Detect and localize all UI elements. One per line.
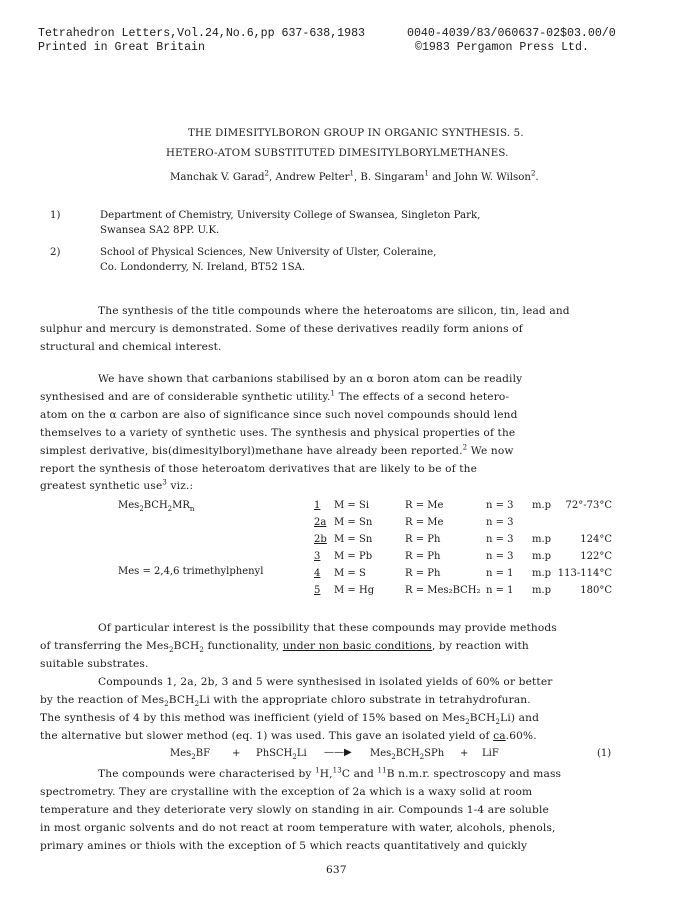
melting-point-cell: 124°C xyxy=(580,534,612,545)
reference-mark: 3 xyxy=(162,478,167,487)
compound-number: 3 xyxy=(314,551,321,562)
affiliation-1-line-2: Swansea SA2 8PP. U.K. xyxy=(100,225,220,236)
body-line: atom on the α carbon are also of significance since such novel compounds should lend xyxy=(40,409,518,421)
author-singaram: , B. Singaram xyxy=(353,172,425,183)
author-list: Manchak V. Garad$^2$, Andrew Pelter$^1$, B. Singaram$^1$ and John W. Wilson$^2$. xyxy=(170,169,539,183)
affiliation-2-line-2: Co. Londonderry, N. Ireland, BT52 1SA. xyxy=(100,262,306,273)
affil-mark: 1 xyxy=(424,169,429,178)
body-line: The compounds were characterised by $^1$H,$^{13}$C and $^{11}$B n.m.r. spectroscopy and mass xyxy=(98,766,562,780)
author-pelter: , Andrew Pelter xyxy=(269,172,350,183)
body-line: Compounds 1, 2a, 2b, 3 and 5 were synthesised in isolated yields of 60% or better xyxy=(98,676,553,688)
melting-point-cell: 113-114°C xyxy=(557,568,612,579)
body-line: by the reaction of $Mes_2BCH_2Li$ with the appropriate chloro substrate in tetrahydrofuran. xyxy=(40,694,531,709)
mp-label-cell: m.p xyxy=(532,551,552,562)
substituent-cell: R = Ph xyxy=(405,534,441,545)
body-line: synthesised and are of considerable synthetic utility.$^1$ The effects of a second hetero- xyxy=(40,389,510,403)
mp-label-cell: m.p xyxy=(532,568,552,579)
metal-cell: M = S xyxy=(334,568,366,579)
equation-reactant-2: PhSCH$_2$Li xyxy=(256,748,307,761)
compound-number: 2a xyxy=(314,517,327,528)
n-value-cell: n = 3 xyxy=(486,500,514,511)
equation-label: (1) xyxy=(597,748,612,759)
paper-title-line-2: HETERO-ATOM SUBSTITUTED DIMESITYLBORYLMETHANES. xyxy=(166,148,509,159)
metal-cell: M = Sn xyxy=(334,517,373,528)
substituent-cell: R = Ph xyxy=(405,568,441,579)
reference-mark: 1 xyxy=(330,389,336,398)
body-line: themselves to a variety of synthetic uses. The synthesis and physical properties of the xyxy=(40,427,516,439)
n-value-cell: n = 3 xyxy=(486,517,514,528)
mes-definition: Mes = 2,4,6 trimethylphenyl xyxy=(118,566,264,577)
n-value-cell: n = 1 xyxy=(486,585,514,596)
metal-cell: M = Sn xyxy=(334,534,373,545)
n-value-cell: n = 3 xyxy=(486,551,514,562)
mp-label-cell: m.p xyxy=(532,585,552,596)
body-line: of transferring the $Mes_2BCH_2$ functionality, under non basic conditions, by reaction with xyxy=(40,640,529,655)
affiliation-1-line-1: Department of Chemistry, University College of Swansea, Singleton Park, xyxy=(100,210,481,221)
mp-label-cell: m.p xyxy=(532,534,552,545)
printed-in: Printed in Great Britain xyxy=(38,41,205,54)
mp-label-cell: m.p xyxy=(532,500,552,511)
body-line: suitable substrates. xyxy=(40,658,149,670)
substituent-cell: R = Ph xyxy=(405,551,441,562)
affil-mark: 2 xyxy=(264,169,270,178)
n-value-cell: n = 3 xyxy=(486,534,514,545)
body-line: in most organic solvents and do not react at room temperature with water, alcohols, phenols, xyxy=(40,822,556,834)
journal-citation: Tetrahedron Letters,Vol.24,No.6,pp 637-638,1983 xyxy=(38,27,365,40)
author-garad: Manchak V. Garad xyxy=(170,172,265,183)
equation-plus: + xyxy=(460,748,469,759)
body-line: primary amines or thiols with the exception of 5 which reacts quantitatively and quickly xyxy=(40,840,528,852)
copyright-line: ©1983 Pergamon Press Ltd. xyxy=(415,41,589,54)
author-wilson: and John W. Wilson xyxy=(428,172,531,183)
body-line: the alternative but slower method (eq. 1) was used. This gave an isolated yield of ca.60%. xyxy=(40,730,537,742)
compound-number: 4 xyxy=(314,568,321,579)
equation-product-1: $Mes_2BCH_2SPh$ xyxy=(370,748,445,761)
substituent-cell: R = Mes₂BCH₂ xyxy=(405,585,481,596)
abstract-line: structural and chemical interest. xyxy=(40,341,222,353)
compound-number: 2b xyxy=(314,534,327,545)
affiliation-2-line-1: School of Physical Sciences, New University of Ulster, Coleraine, xyxy=(100,247,437,258)
affiliation-number: 1) xyxy=(50,210,61,221)
body-line: simplest derivative, bis(dimesitylboryl)methane have already been reported.$^2$ We now xyxy=(40,443,514,457)
equation-product-2: LiF xyxy=(482,748,499,759)
issn-code: 0040-4039/83/060637-02$03.00/0 xyxy=(407,27,616,40)
metal-cell: M = Pb xyxy=(334,551,373,562)
melting-point-cell: 122°C xyxy=(580,551,612,562)
body-line: report the synthesis of those heteroatom derivatives that are likely to be of the xyxy=(40,463,478,475)
affil-mark: 2 xyxy=(530,169,536,178)
affil-mark: 1 xyxy=(349,169,354,178)
compound-number: 5 xyxy=(314,585,321,596)
compound-number: 1 xyxy=(314,500,321,511)
melting-point-cell: 72°-73°C xyxy=(565,500,612,511)
abstract-line: The synthesis of the title compounds where the heteroatoms are silicon, tin, lead and xyxy=(98,305,570,317)
equation-plus: + xyxy=(232,748,241,759)
page-number: 637 xyxy=(326,864,347,876)
equation-reactant-1: Mes$_2$BF xyxy=(170,748,211,761)
body-line: The synthesis of 4 by this method was inefficient (yield of 15% based on $Mes_2BCH_2Li$) and xyxy=(40,712,540,727)
body-line: temperature and they deteriorate very slowly on standing in air. Compounds 1-4 are soluble xyxy=(40,804,549,816)
body-line: Of particular interest is the possibility that these compounds may provide methods xyxy=(98,622,557,634)
body-line: We have shown that carbanions stabilised by an α boron atom can be readily xyxy=(98,373,523,385)
emphasis-underline: under non basic conditions xyxy=(282,640,432,652)
general-formula: $Mes_2BCH_2MR_n$ xyxy=(118,500,195,513)
melting-point-cell: 180°C xyxy=(580,585,612,596)
paper-title-line-1: THE DIMESITYLBORON GROUP IN ORGANIC SYNTHESIS. 5. xyxy=(188,128,524,139)
affiliation-number: 2) xyxy=(50,247,61,258)
reaction-arrow: ——▶ xyxy=(324,747,352,758)
metal-cell: M = Si xyxy=(334,500,370,511)
body-line: greatest synthetic use$^3$ viz.: xyxy=(40,478,194,492)
n-value-cell: n = 1 xyxy=(486,568,514,579)
metal-cell: M = Hg xyxy=(334,585,375,596)
substituent-cell: R = Me xyxy=(405,517,444,528)
abstract-line: sulphur and mercury is demonstrated. Some of these derivatives readily form anions of xyxy=(40,323,523,335)
body-line: spectrometry. They are crystalline with the exception of 2a which is a waxy solid at room xyxy=(40,786,533,798)
substituent-cell: R = Me xyxy=(405,500,444,511)
reference-mark: 2 xyxy=(462,443,468,452)
emphasis-underline: ca xyxy=(493,730,506,742)
